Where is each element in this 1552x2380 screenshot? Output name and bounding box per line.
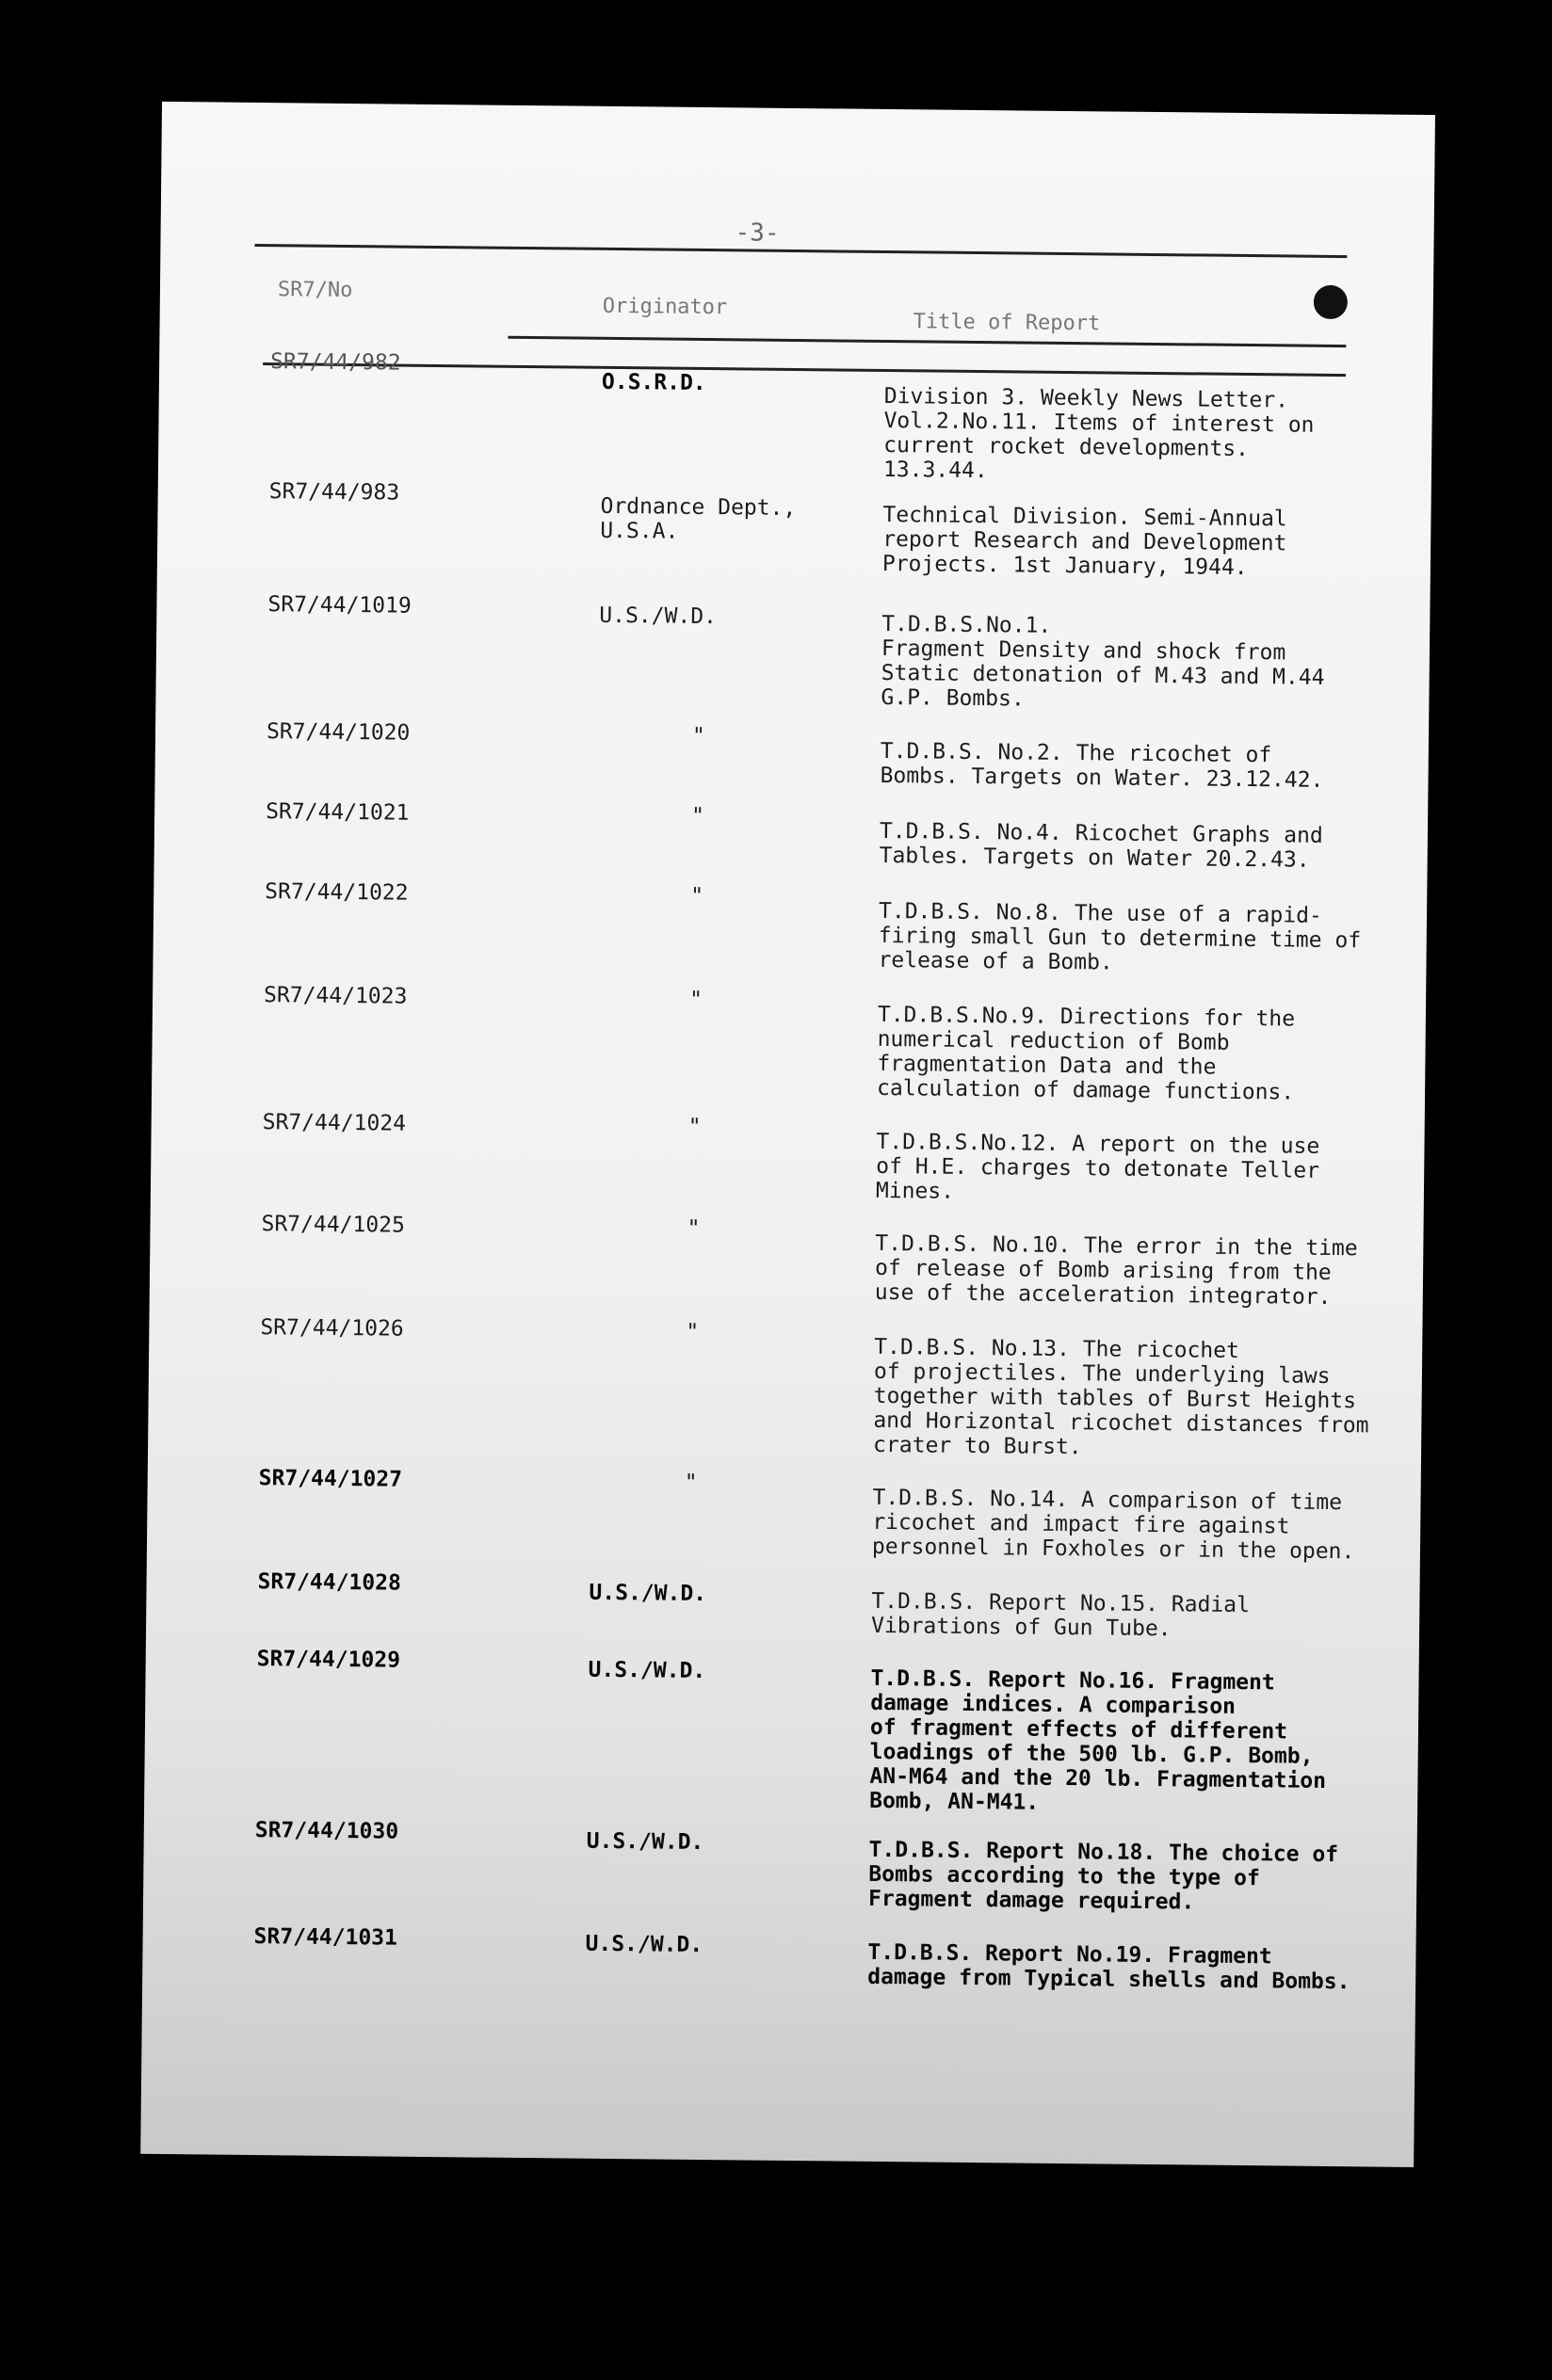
sr-number: SR7/44/982 <box>270 349 401 376</box>
sr-number: SR7/44/1029 <box>256 1647 401 1673</box>
report-title: T.D.B.S. No.13. The ricochet of projectiles. The underlying laws together with tables of Burst Heights and Horizontal ricochet distances from crater to Burst. <box>872 1334 1369 1460</box>
originator: U.S./W.D. <box>589 1580 707 1607</box>
table-row <box>154 878 1427 975</box>
divider <box>508 336 1346 347</box>
report-title: T.D.B.S. Report No.19. Fragment damage from Typical shells and Bombs. <box>867 1939 1350 1995</box>
originator: U.S./W.D. <box>586 1828 704 1856</box>
sr-number: SR7/44/1027 <box>258 1466 403 1492</box>
table-row <box>159 348 1432 484</box>
table-row <box>151 1211 1424 1310</box>
originator: Ordnance Dept., U.S.A. <box>600 493 797 544</box>
page-number: -3- <box>735 218 780 248</box>
sr-number: SR7/44/1024 <box>262 1110 407 1136</box>
sr-number: SR7/44/1031 <box>253 1924 398 1951</box>
report-title: T.D.B.S.No.1. Fragment Density and shock from Static detonation of M.43 and M.44 G.P. Bombs. <box>881 611 1325 712</box>
originator: " <box>687 1114 702 1139</box>
sr-number: SR7/44/1020 <box>266 719 411 746</box>
originator: " <box>687 1215 701 1241</box>
sr-number: SR7/44/1030 <box>254 1818 399 1844</box>
originator: U.S./W.D. <box>588 1657 706 1684</box>
originator: " <box>686 1319 700 1344</box>
sr-number: SR7/44/1028 <box>257 1569 402 1596</box>
sr-number: SR7/44/1021 <box>266 799 410 826</box>
originator: " <box>688 987 703 1012</box>
report-title: T.D.B.S. Report No.16. Fragment damage indices. A comparison of fragment effects of different loadings of the 500 lb. G.P. Bomb, AN-M64 and the 20 lb. Fragmentation Bomb, AN-M41. <box>869 1665 1327 1815</box>
report-title: T.D.B.S. No.8. The use of a rapid- firing small Gun to determine time of release of a Bomb. <box>878 898 1362 975</box>
sr-number: SR7/44/1025 <box>261 1212 406 1238</box>
report-title: T.D.B.S. Report No.15. Radial Vibrations of Gun Tube. <box>870 1588 1251 1642</box>
originator: " <box>684 1470 698 1495</box>
report-title: T.D.B.S. No.14. A comparison of time ricochet and impact fire against personnel in Foxholes or in the open. <box>871 1485 1355 1565</box>
originator: " <box>690 883 704 909</box>
table-row <box>144 1817 1417 1915</box>
table-row <box>150 1314 1423 1460</box>
sr-number: SR7/44/1026 <box>260 1315 404 1342</box>
report-title: T.D.B.S.No.9. Directions for the numerical reduction of Bomb fragmentation Data and the calculation of damage functions. <box>876 1002 1296 1105</box>
table-row <box>157 591 1431 712</box>
document-page <box>140 102 1435 2167</box>
sr-number: SR7/44/1023 <box>263 983 408 1009</box>
report-title: Division 3. Weekly News Letter. Vol.2.No.11. Items of interest on current rocket developments. 13.3.44. <box>882 383 1315 484</box>
header-originator: Originator <box>602 294 728 320</box>
divider <box>254 244 1347 258</box>
header-sr-no: SR7/No <box>277 278 353 303</box>
report-title: T.D.B.S. No.2. The ricochet of Bombs. Targets on Water. 23.12.42. <box>880 738 1324 793</box>
originator: U.S./W.D. <box>599 603 718 630</box>
table-row <box>153 982 1426 1105</box>
header-title: Title of Report <box>913 310 1101 336</box>
table-row <box>154 798 1428 873</box>
sr-number: SR7/44/1022 <box>265 879 409 906</box>
table-row <box>155 718 1429 793</box>
originator: O.S.R.D. <box>601 369 706 395</box>
originator: " <box>690 803 705 828</box>
report-title: T.D.B.S. No.10. The error in the time of release of Bomb arising from the use of the acceleration integrator. <box>874 1230 1358 1310</box>
sr-number: SR7/44/983 <box>268 479 400 506</box>
report-title: T.D.B.S. Report No.18. The choice of Bombs according to the type of Fragment damage required. <box>867 1837 1339 1915</box>
table-row <box>143 1923 1416 1995</box>
report-title: Technical Division. Semi-Annual report Research and Development Projects. 1st January, 1944. <box>881 502 1287 581</box>
table-row <box>146 1646 1419 1815</box>
table-row <box>152 1109 1425 1204</box>
report-title: T.D.B.S. No.4. Ricochet Graphs and Tables. Targets on Water 20.2.43. <box>879 818 1323 873</box>
report-title: T.D.B.S.No.12. A report on the use of H.E. charges to detonate Teller Mines. <box>875 1129 1320 1204</box>
table-row <box>147 1568 1420 1642</box>
originator: U.S./W.D. <box>585 1931 703 1958</box>
punch-hole <box>1314 285 1348 319</box>
table-row <box>148 1465 1421 1565</box>
originator: " <box>691 723 706 748</box>
sr-number: SR7/44/1019 <box>267 592 412 619</box>
